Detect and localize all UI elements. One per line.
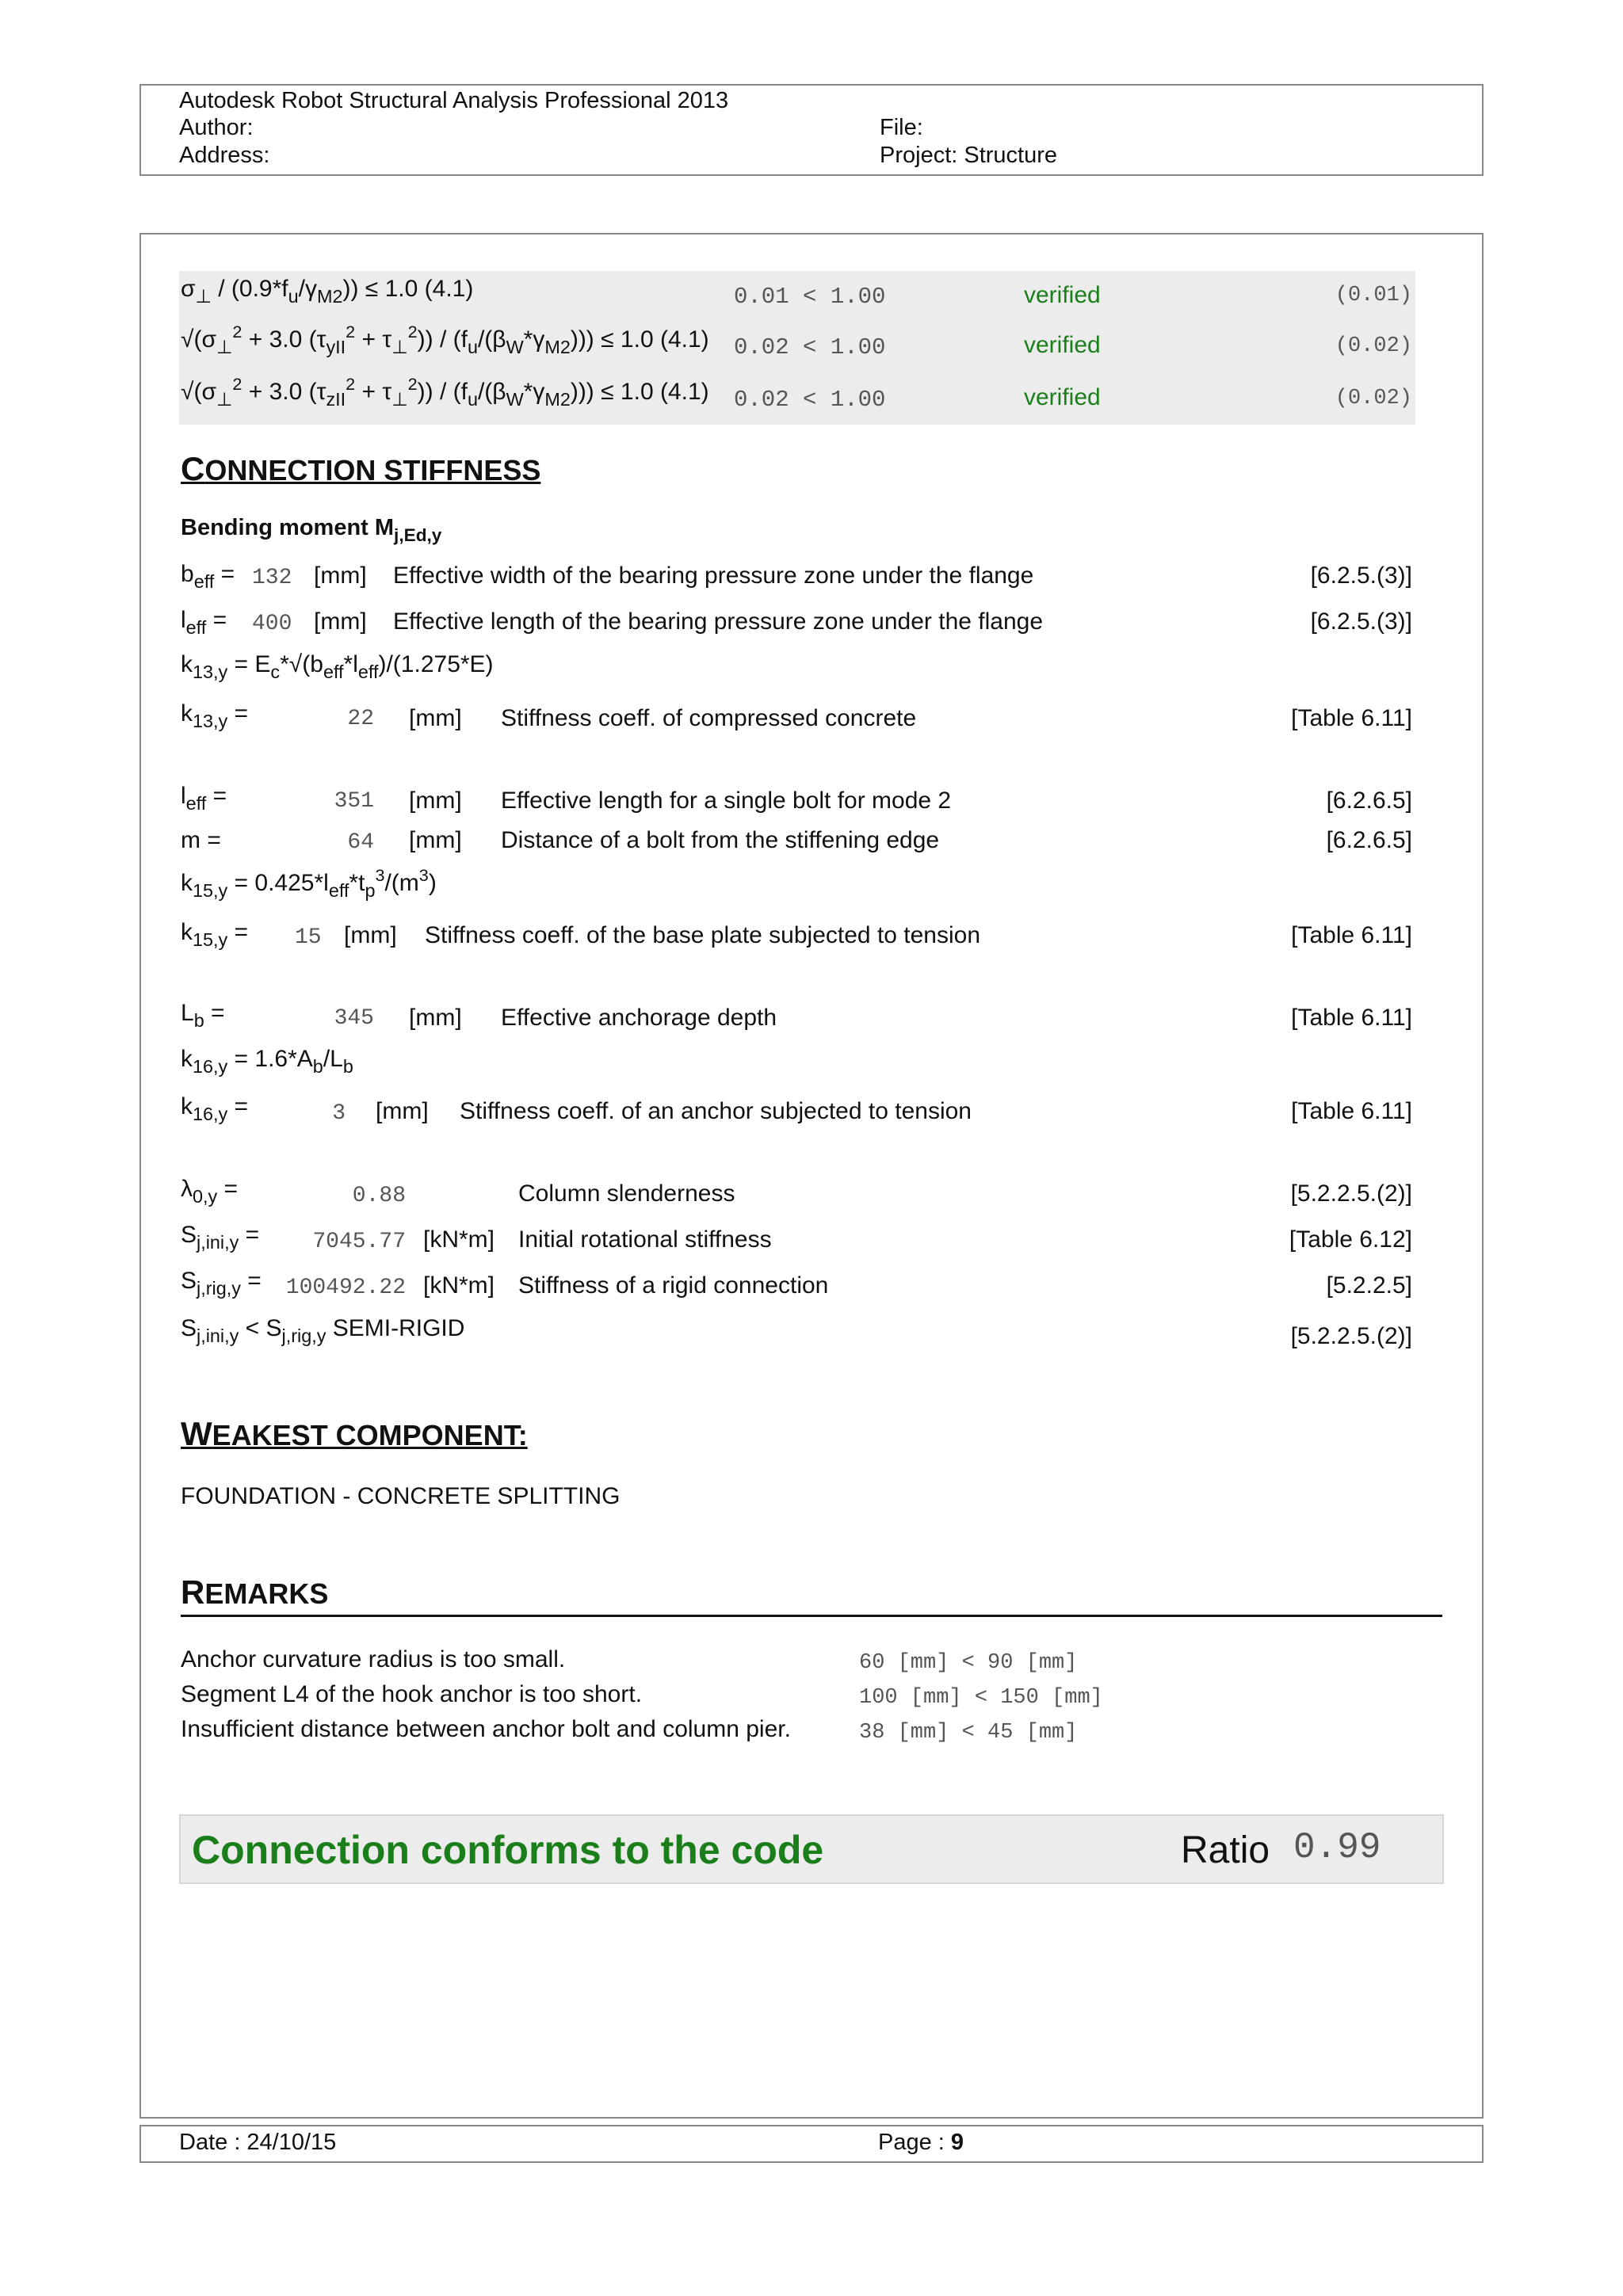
beff-reference: [6.2.5.(3)] xyxy=(1310,563,1412,589)
m-symbol: m = xyxy=(181,827,221,853)
k16-unit: [mm] xyxy=(376,1098,429,1124)
check-formula-2: $√(\sigma_\perp^2 + 3.0$ $(\tau_{yII}^2 + \tau_\perp^2)) / (f_u/(\beta_W*\gamma_{M2}))) \le 1.0$ (4.1) xyxy=(181,322,709,358)
k13-formula: $k_{13,y} = E_c*√(b_{eff}*l_{eff})/(1.275*E)$ xyxy=(181,651,494,683)
leff-mode2-unit: [mm] xyxy=(409,788,462,814)
footer-page: Page : 9 xyxy=(878,2130,964,2155)
check-ratio: (0.02) xyxy=(1335,387,1412,410)
address-label: Address: xyxy=(179,143,270,168)
k16-description: Stiffness coeff. of an anchor subjected to tension xyxy=(460,1098,972,1124)
footer-date: Date : 24/10/15 xyxy=(179,2130,337,2155)
k16-value: 3 xyxy=(332,1101,346,1126)
k16-formula: $k_{16,y} = 1.6*A_b/L_b$ xyxy=(181,1046,353,1077)
lambda-reference: [5.2.2.5.(2)] xyxy=(1290,1180,1412,1207)
leff-description: Effective length of the bearing pressure zone under the flange xyxy=(393,608,1044,635)
k16-symbol: $k_{16,y}$ = xyxy=(181,1093,249,1125)
remark-text: Anchor curvature radius is too small. xyxy=(181,1646,566,1672)
check-ratio: (0.01) xyxy=(1335,284,1412,307)
sjrig-value: 100492.22 xyxy=(285,1276,406,1300)
check-status: verified xyxy=(1024,332,1101,358)
beff-description: Effective width of the bearing pressure zone under the flange xyxy=(393,563,1034,589)
project-label: Project: Structure xyxy=(880,143,1058,168)
bending-moment-label: Bending moment $M_{j,Ed,y}$ xyxy=(181,515,442,545)
k16-reference: [Table 6.11] xyxy=(1291,1098,1412,1124)
remark-value: 100 [mm] < 150 [mm] xyxy=(859,1686,1103,1710)
check-status: verified xyxy=(1024,384,1101,410)
leff-mode2-reference: [6.2.6.5] xyxy=(1326,788,1412,814)
beff-symbol: $b_{eff}$ = xyxy=(181,561,235,593)
lb-description: Effective anchorage depth xyxy=(501,1005,777,1031)
weakest-component-text: FOUNDATION - CONCRETE SPLITTING xyxy=(181,1483,621,1509)
leff-mode2-symbol: $l_{eff}$ = xyxy=(181,783,227,814)
weakest-component-heading: WEAKEST COMPONENT: xyxy=(181,1415,528,1452)
k13-value: 22 xyxy=(347,707,374,731)
sjini-unit: [kN*m] xyxy=(423,1226,495,1253)
sjrig-symbol: $S_{j,rig,y}$ = xyxy=(181,1268,262,1299)
check-ratio: (0.02) xyxy=(1335,334,1412,358)
k13-reference: [Table 6.11] xyxy=(1291,705,1412,731)
lb-unit: [mm] xyxy=(409,1005,462,1031)
file-label: File: xyxy=(880,115,923,140)
m-description: Distance of a bolt from the stiffening edge xyxy=(501,827,940,853)
lambda-symbol: $\lambda_{0,y}$ = xyxy=(181,1176,239,1207)
remark-value: 38 [mm] < 45 [mm] xyxy=(859,1721,1078,1745)
check-formula-3: $√(\sigma_\perp^2 + 3.0$ $(\tau_{zII}^2 + \tau_\perp^2)) / (f_u/(\beta_W*\gamma_{M2}))) \le 1.0$ (4.1) xyxy=(181,374,709,410)
k13-symbol: $k_{13,y}$ = xyxy=(181,700,249,732)
leff-value: 400 xyxy=(252,612,292,636)
sjini-description: Initial rotational stiffness xyxy=(518,1226,772,1253)
check-value: 0.02 < 1.00 xyxy=(734,387,886,413)
sjini-reference: [Table 6.12] xyxy=(1289,1226,1412,1253)
k15-reference: [Table 6.11] xyxy=(1291,922,1412,948)
stiffness-comparison: $S_{j,ini,y} < S_{j,rig,y}$ SEMI-RIGID xyxy=(181,1315,465,1347)
conclusion-text: Connection conforms to the code xyxy=(192,1828,824,1872)
software-name: Autodesk Robot Structural Analysis Professional 2013 xyxy=(179,88,729,113)
remark-text: Segment L4 of the hook anchor is too short. xyxy=(181,1681,643,1707)
sjini-symbol: $S_{j,ini,y}$ = xyxy=(181,1222,260,1253)
ratio-label: Ratio xyxy=(1181,1829,1270,1871)
connection-stiffness-heading: CONNECTION STIFFNESS xyxy=(181,450,541,487)
lambda-value: 0.88 xyxy=(352,1184,406,1208)
author-label: Author: xyxy=(179,115,254,140)
leff-mode2-description: Effective length for a single bolt for mode 2 xyxy=(501,788,952,814)
m-unit: [mm] xyxy=(409,827,462,853)
k13-unit: [mm] xyxy=(409,705,462,731)
leff-unit: [mm] xyxy=(314,608,367,635)
report-footer xyxy=(139,2125,1484,2163)
m-value: 64 xyxy=(347,830,374,855)
k15-description: Stiffness coeff. of the base plate subjected to tension xyxy=(425,922,981,948)
sjini-value: 7045.77 xyxy=(312,1230,406,1254)
beff-unit: [mm] xyxy=(314,563,367,589)
check-formula-1: $\sigma_\perp / (0.9*f_u/\gamma_{M2})) \le 1.0$ (4.1) xyxy=(181,276,474,307)
leff-reference: [6.2.5.(3)] xyxy=(1310,608,1412,635)
remark-value: 60 [mm] < 90 [mm] xyxy=(859,1651,1078,1675)
remark-text: Insufficient distance between anchor bolt and column pier. xyxy=(181,1716,791,1742)
beff-value: 132 xyxy=(252,566,292,590)
page-number: 9 xyxy=(950,2130,964,2155)
remarks-heading: REMARKS xyxy=(181,1573,329,1611)
check-value: 0.01 < 1.00 xyxy=(734,284,886,310)
k15-value: 15 xyxy=(295,925,322,950)
k13-description: Stiffness coeff. of compressed concrete xyxy=(501,705,917,731)
lb-symbol: $L_b$ = xyxy=(181,1000,225,1032)
k15-unit: [mm] xyxy=(344,922,397,948)
m-reference: [6.2.6.5] xyxy=(1326,827,1412,853)
lambda-description: Column slenderness xyxy=(518,1180,735,1207)
leff-mode2-value: 351 xyxy=(334,789,374,814)
check-status: verified xyxy=(1024,282,1101,308)
sjrig-description: Stiffness of a rigid connection xyxy=(518,1272,829,1299)
lb-reference: [Table 6.11] xyxy=(1291,1005,1412,1031)
sjrig-reference: [5.2.2.5] xyxy=(1326,1272,1412,1299)
k15-formula: $k_{15,y} = 0.425*l_{eff}*t_p^3/(m^3)$ xyxy=(181,865,437,902)
ratio-value: 0.99 xyxy=(1293,1827,1381,1868)
comparison-reference: [5.2.2.5.(2)] xyxy=(1290,1323,1412,1349)
sjrig-unit: [kN*m] xyxy=(423,1272,495,1299)
remarks-rule xyxy=(181,1615,1442,1617)
leff-symbol: $l_{eff}$ = xyxy=(181,607,227,639)
check-value: 0.02 < 1.00 xyxy=(734,334,886,360)
lb-value: 345 xyxy=(334,1006,374,1031)
k15-symbol: $k_{15,y}$ = xyxy=(181,919,249,951)
